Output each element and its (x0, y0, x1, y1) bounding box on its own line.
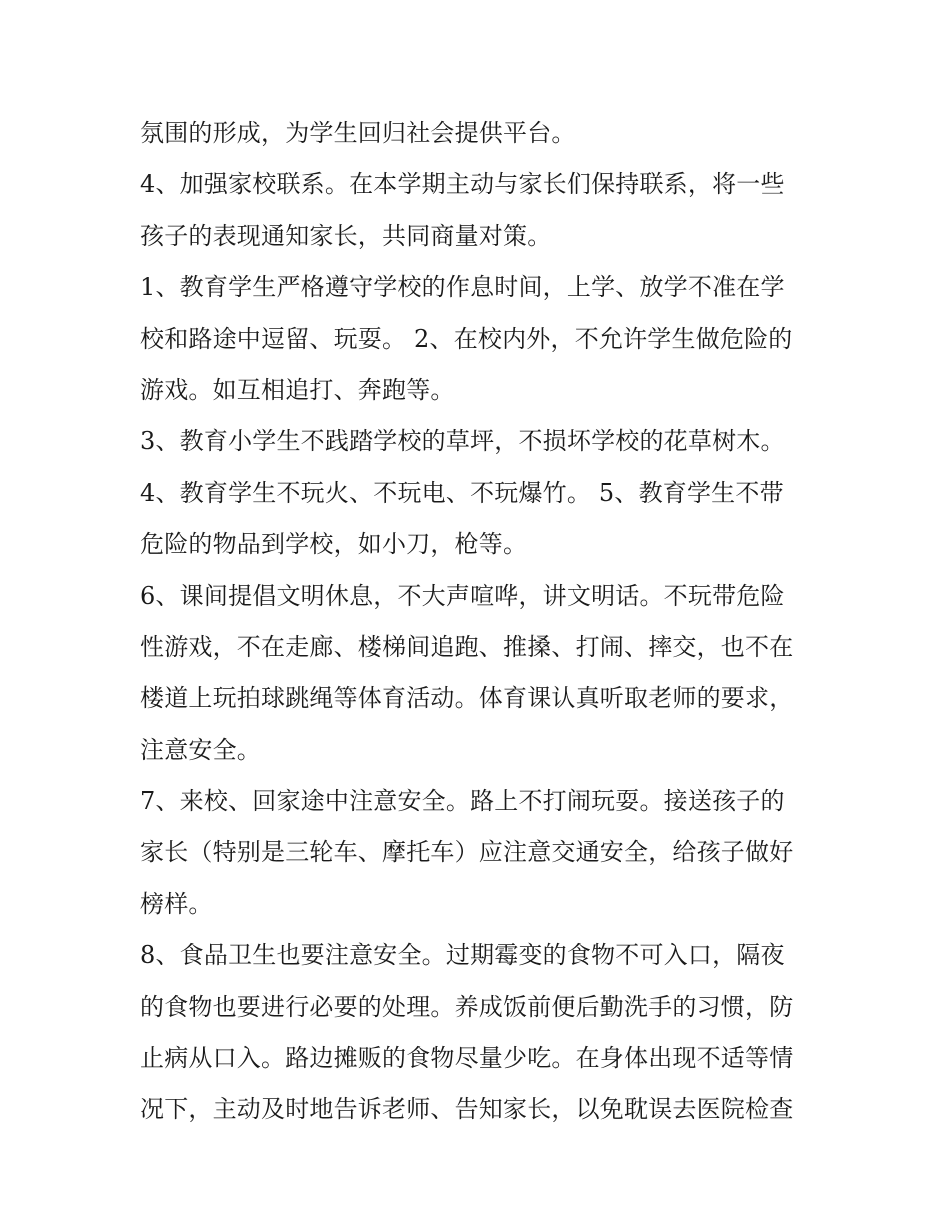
text-line: 4、教育学生不玩火、不玩电、不玩爆竹。 5、教育学生不带 (140, 478, 784, 507)
text-line: 注意安全。 (140, 735, 261, 764)
text-line: 的食物也要进行必要的处理。养成饭前便后勤洗手的习惯，防 (140, 992, 794, 1021)
text-line: 校和路途中逗留、玩耍。 2、在校内外，不允许学生做危险的 (140, 324, 793, 353)
document-body (140, 108, 820, 1136)
text-line: 榜样。 (140, 889, 213, 918)
text-line: 7、来校、回家途中注意安全。路上不打闹玩耍。接送孩子的 (140, 787, 785, 816)
text-line: 止病从口入。路边摊贩的食物尽量少吃。在身体出现不适等情 (140, 1044, 794, 1073)
text-line: 4、加强家校联系。在本学期主动与家长们保持联系，将一些 (140, 170, 785, 199)
text-line: 6、课间提倡文明休息，不大声喧哗，讲文明话。不玩带危险 (140, 581, 785, 610)
text-line: 楼道上玩拍球跳绳等体育活动。体育课认真听取老师的要求， (140, 684, 794, 713)
text-line: 氛围的形成，为学生回归社会提供平台。 (140, 119, 576, 147)
text-line: 8、食品卫生也要注意安全。过期霉变的食物不可入口，隔夜 (140, 941, 785, 970)
text-line: 游戏。如互相追打、奔跑等。 (140, 375, 455, 404)
text-line: 1、教育学生严格遵守学校的作息时间，上学、放学不准在学 (140, 273, 785, 302)
text-line: 家长（特别是三轮车、摩托车）应注意交通安全，给孩子做好 (140, 838, 794, 867)
text-line: 3、教育小学生不践踏学校的草坪，不损坏学校的花草树木。 (140, 427, 785, 456)
text-line: 危险的物品到学校，如小刀，枪等。 (140, 530, 528, 559)
text-line: 况下，主动及时地告诉老师、告知家长，以免耽误去医院检查 (140, 1095, 794, 1124)
text-line: 孩子的表现通知家长，共同商量对策。 (140, 221, 552, 250)
text-line: 性游戏，不在走廊、楼梯间追跑、推搡、打闹、摔交，也不在 (140, 632, 794, 661)
